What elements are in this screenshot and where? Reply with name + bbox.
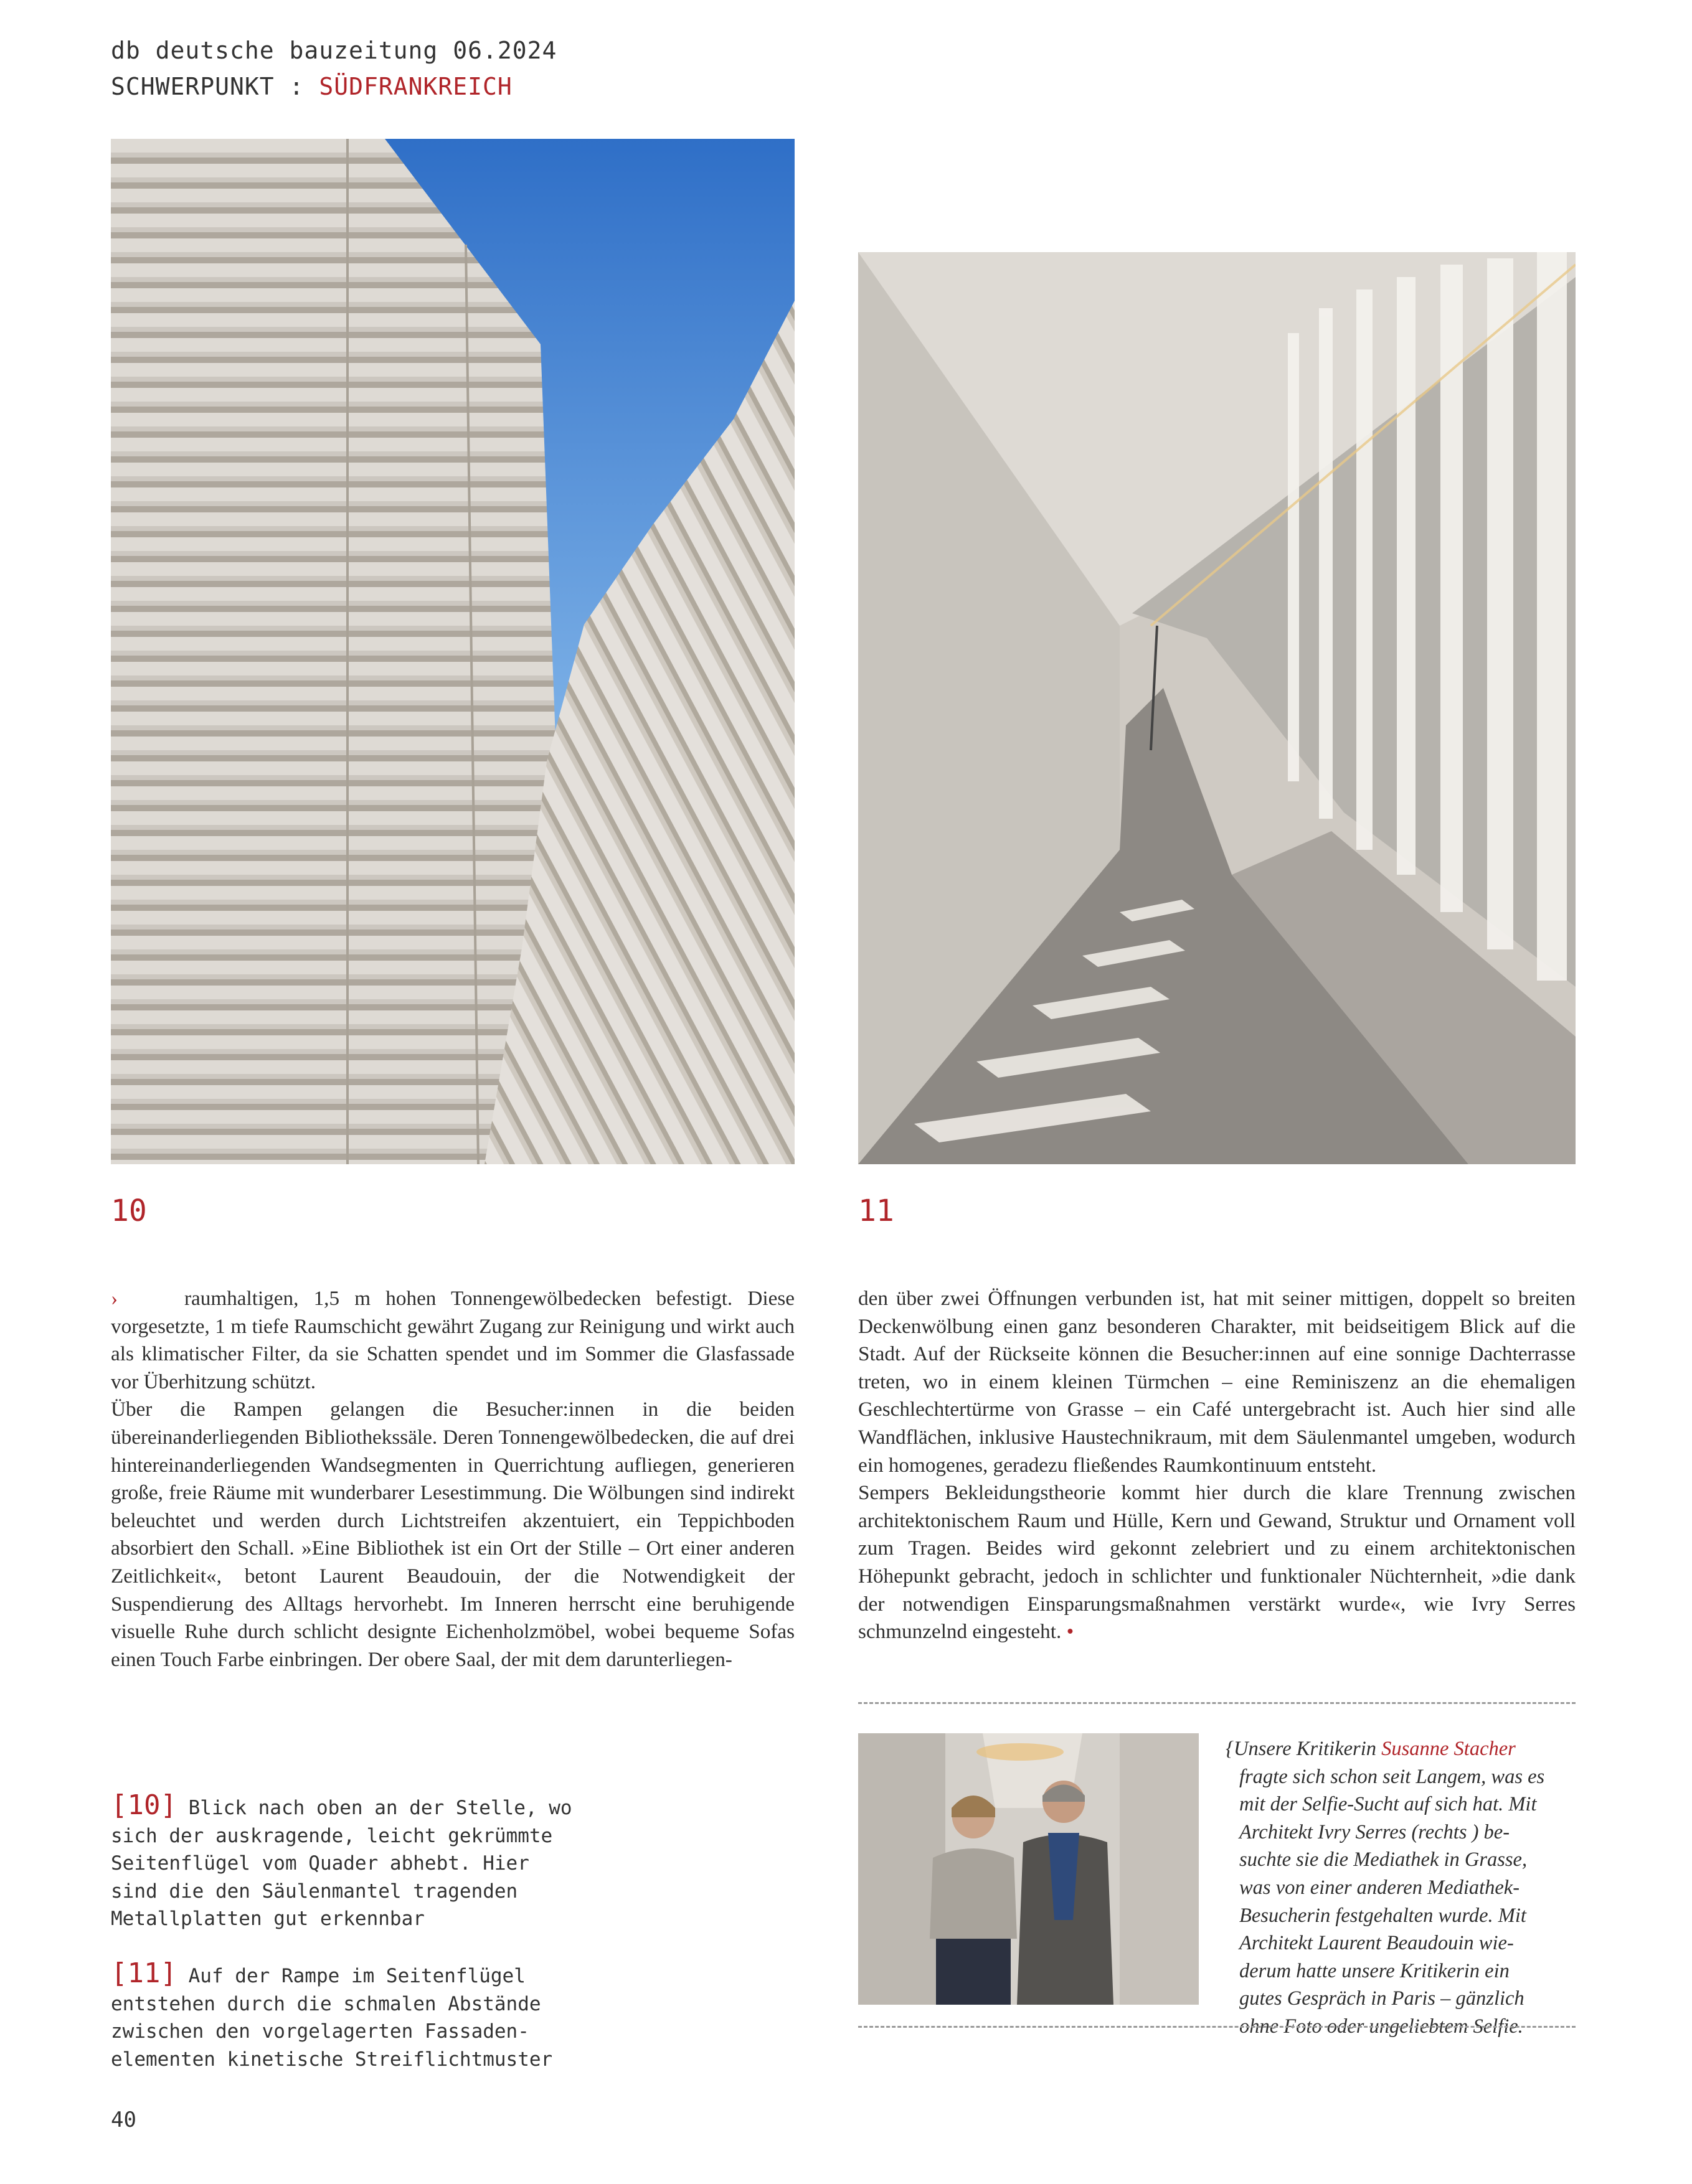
bio-line bbox=[1226, 1735, 1581, 1763]
caption-line: elementen kinetische Streiflichtmuster bbox=[111, 2048, 553, 2071]
body-column-left bbox=[111, 1285, 795, 1673]
photo-critic-and-architect bbox=[858, 1733, 1199, 2005]
end-of-article-icon: • bbox=[1066, 1620, 1074, 1644]
figure-number-10: 10 bbox=[111, 1193, 147, 1228]
body-paragraph: Über die Rampen gelangen die Besucher:innen in die beiden übereinanderliegenden Bibliothekssäle. Deren Tonnengewölbedecken, die auf drei hintereinanderliegenden Wandsegmenten in Querrichtung aufliegen, generieren große, freie Räume mit wunderbarer Lesestimmung. Die Wölbungen sind indirekt beleuchtet und werden durch Lichtstreifen akzentuiert, ein Teppichboden absorbiert den Schall. »Eine Bibliothek ist ein Ort der Stille – Ort einer anderen Zeitlichkeit«, betont Laurent Beaudouin, der die Notwendigkeit der Suspendierung des Alltags hervorhebt. Im Inneren herrscht eine beruhigende visuelle Ruhe durch schlicht designte Eichenholzmöbel, wobei bequeme Sofas einen Touch Farbe einbringen. Der obere Saal, der mit dem darunterliegen- bbox=[111, 1398, 795, 1671]
divider-bottom bbox=[858, 2026, 1576, 2028]
publication-title: db deutsche bauzeitung 06.2024 bbox=[111, 37, 557, 64]
photo-facade-looking-up bbox=[111, 139, 795, 1164]
caption-line: entstehen durch die schmalen Abstände bbox=[111, 1992, 541, 2015]
continuation-arrow-icon: › bbox=[111, 1287, 118, 1310]
caption-line: zwischen den vorgelagerten Fassaden- bbox=[111, 2020, 529, 2043]
bio-open-brace: { bbox=[1226, 1738, 1234, 1760]
caption-line: Metallplatten gut erkennbar bbox=[111, 1908, 425, 1931]
caption-figure-11 bbox=[111, 1957, 622, 2073]
figure-number-11: 11 bbox=[858, 1193, 894, 1228]
body-paragraph bbox=[858, 1479, 1576, 1646]
photo-ramp-corridor bbox=[858, 252, 1576, 1164]
bio-intro: Unsere Kritikerin bbox=[1234, 1738, 1376, 1760]
bio-line: Architekt Laurent Beaudouin wie- bbox=[1239, 1932, 1514, 1955]
bio-line: mit der Selfie-Sucht auf sich hat. Mit bbox=[1239, 1793, 1537, 1816]
section-label bbox=[111, 68, 557, 105]
caption-line: sind die den Säulenmantel tragenden bbox=[111, 1880, 518, 1903]
caption-number: [10] bbox=[111, 1789, 177, 1821]
bio-line: gutes Gespräch in Paris – gänzlich bbox=[1239, 1987, 1524, 2010]
section-prefix: SCHWERPUNKT : bbox=[111, 73, 305, 100]
bio-line: fragte sich schon seit Langem, was es bbox=[1239, 1765, 1545, 1788]
bio-line: suchte sie die Mediathek in Grasse, bbox=[1239, 1848, 1528, 1871]
caption-line: Seitenflügel vom Quader abhebt. Hier bbox=[111, 1852, 529, 1875]
body-paragraph bbox=[111, 1285, 795, 1396]
body-paragraph: den über zwei Öffnungen verbunden ist, hat mit seiner mittigen, doppelt so breiten Deckenwölbung einen ganz besonderen Charakter, mit beidseitigem Blick auf die Stadt. Auf der Rückseite können die Besucher:innen auf eine sonnige Dachterrasse treten, wo in einem kleinen Türmchen – eine Reminiszenz an die ehemaligen Geschlechtertürme von Grasse – ein Café untergebracht ist. Auch hier sind alle Wandflächen, inklusive Haustechnikraum, mit dem Säulenmantel umgeben, wodurch ein homogenes, geradezu fließendes Raumkontinuum entsteht. bbox=[858, 1287, 1576, 1477]
caption-figure-10 bbox=[111, 1789, 622, 1933]
critic-name: Susanne Stacher bbox=[1381, 1738, 1516, 1760]
page-number: 40 bbox=[111, 2107, 136, 2132]
section-topic: SÜDFRANKREICH bbox=[319, 73, 513, 100]
divider-top bbox=[858, 1702, 1576, 1704]
bio-line: Besucherin festgehalten wurde. Mit bbox=[1239, 1904, 1526, 1927]
caption-number: [11] bbox=[111, 1957, 177, 1989]
body-column-right bbox=[858, 1285, 1576, 1646]
caption-line: Auf der Rampe im Seitenflügel bbox=[188, 1965, 526, 1987]
running-header bbox=[111, 32, 557, 105]
bio-line: derum hatte unsere Kritikerin ein bbox=[1239, 1959, 1510, 1982]
bio-line: was von einer anderen Mediathek- bbox=[1239, 1876, 1520, 1899]
caption-line: sich der auskragende, leicht gekrümmte bbox=[111, 1824, 553, 1847]
bio-line: Architekt Ivry Serres (rechts ) be- bbox=[1239, 1820, 1510, 1843]
bio-line: ohne Foto oder ungeliebtem Selfie. bbox=[1239, 2015, 1523, 2038]
critic-bio bbox=[1226, 1735, 1581, 2041]
body-paragraph-text: Sempers Bekleidungstheorie kommt hier durch die klare Trennung zwischen architektonischem Raum und Hülle, Kern und Gewand, Struktur und Ornament voll zum Tragen. Beides wird gekonnt zelebriert und zu einem architektonischen Höhepunkt gebracht, jedoch in schlichter und funktionaler Nüchternheit, »die dank der notwendigen Einsparungsmaßnahmen verstärkt wurde«, wie Ivry Serres schmunzelnd eingesteht. bbox=[858, 1481, 1576, 1644]
caption-line: Blick nach oben an der Stelle, wo bbox=[188, 1797, 572, 1819]
body-paragraph-text: raumhaltigen, 1,5 m hohen Tonnengewölbedecken befestigt. Diese vorgesetzte, 1 m tiefe Raumschicht gewährt Zugang zur Reinigung und wirkt auch als klimatischer Filter, da sie Schatten spendet und im Sommer die Glasfassade vor Überhitzung schützt. bbox=[111, 1287, 795, 1393]
